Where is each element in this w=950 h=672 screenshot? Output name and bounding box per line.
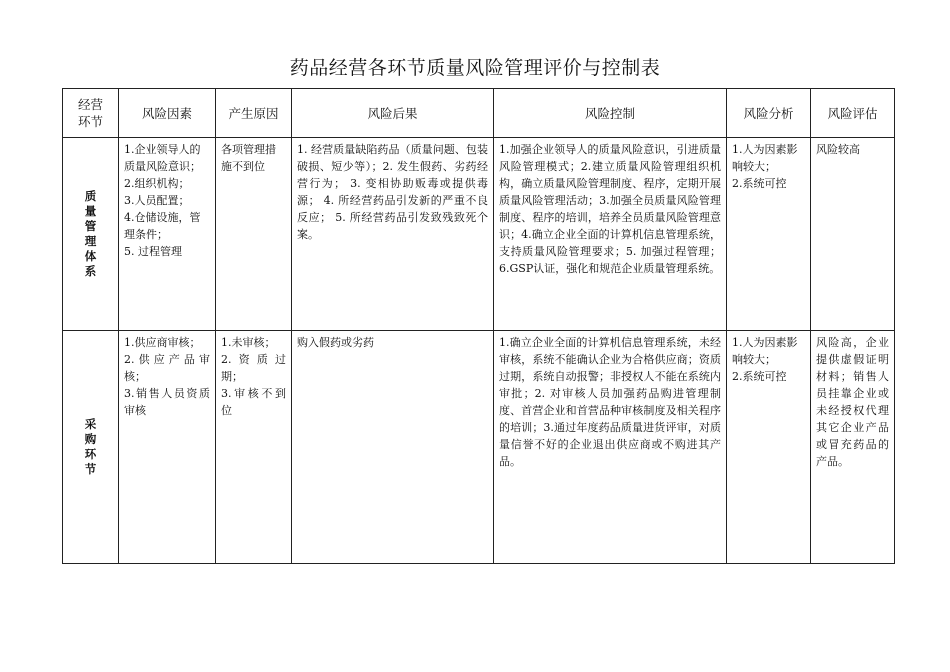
- consequences-cell: 购入假药或劣药: [292, 331, 494, 564]
- header-analysis: 风险分析: [727, 89, 811, 138]
- causes-cell: [216, 331, 292, 564]
- cause-item: 3.审核不到位: [221, 387, 286, 417]
- header-stage: [63, 89, 119, 138]
- factor-item: 3.人员配置；: [124, 194, 190, 207]
- factor-item: 3.销售人员资质审核: [124, 387, 210, 417]
- stage-cell: [63, 138, 119, 331]
- causes-cell: 各项管理措施不到位: [216, 138, 292, 331]
- factor-item: 1.供应商审核；: [124, 336, 201, 349]
- risk-table: [62, 88, 895, 564]
- cause-item: 2.资质过期；: [221, 353, 286, 383]
- factor-item: 5. 过程管理: [124, 245, 182, 258]
- analysis-cell: [727, 138, 811, 331]
- factors-cell: [119, 331, 216, 564]
- header-causes: 产生原因: [216, 89, 292, 138]
- stage-label: 质量管理体系: [84, 189, 97, 278]
- analysis-item: 2.系统可控: [732, 177, 787, 190]
- assessment-cell: 风险较高: [811, 138, 895, 331]
- analysis-item: 1.人为因素影响较大；: [732, 143, 798, 173]
- header-stage-label: 经营 环节: [77, 97, 103, 129]
- header-assessment: 风险评估: [811, 89, 895, 138]
- analysis-item: 1.人为因素影响较大；: [732, 336, 798, 366]
- header-consequences: 风险后果: [292, 89, 494, 138]
- header-row: [63, 89, 895, 138]
- factor-item: 2.组织机构；: [124, 177, 190, 190]
- cause-item: 1.未审核；: [221, 336, 276, 349]
- header-control: 风险控制: [494, 89, 727, 138]
- analysis-cell: [727, 331, 811, 564]
- control-cell: 1.加强企业领导人的质量风险意识，引进质量风险管理模式；2.建立质量风险管理组织机构，确立质量风险管理制度、程序，定期开展质量风险管理活动；3.加强全员质量风险管理制度、程序的培训，培养全员质量风险管理意识；4.确立企业全面的计算机信息管理系统，支持质量风险管理要求；5. 加强过程管理；6.GSP认证，强化和规范企业质量管理系统。: [494, 138, 727, 331]
- factor-item: 1.企业领导人的质量风险意识；: [124, 143, 201, 173]
- stage-label: 采购环节: [84, 417, 97, 476]
- analysis-item: 2.系统可控: [732, 370, 787, 383]
- table-row: [63, 331, 895, 564]
- factor-item: 2.供应产品审核；: [124, 353, 210, 383]
- factor-item: 4.仓储设施，管理条件；: [124, 211, 201, 241]
- page-title: 药品经营各环节质量风险管理评价与控制表: [289, 57, 661, 79]
- consequences-cell: 1. 经营质量缺陷药品（质量问题、包装破损、短少等）；2. 发生假药、劣药经营行为； 3. 变相协助贩毒或提供毒源； 4. 所经营药品引发新的严重不良反应； 5. 所经营药品引发致残致死个案。: [292, 138, 494, 331]
- table-row: [63, 138, 895, 331]
- factors-cell: [119, 138, 216, 331]
- header-factors: 风险因素: [119, 89, 216, 138]
- stage-cell: [63, 331, 119, 564]
- control-cell: 1.确立企业全面的计算机信息管理系统，未经审核，系统不能确认企业为合格供应商；资质过期，系统自动报警；非授权人不能在系统内审批；2. 对审核人员加强药品购进管理制度、首营企业和首营品种审核制度及相关程序的培训；3.通过年度药品质量进货评审，对质量信誉不好的企业退出供应商或不购进其产品。: [494, 331, 727, 564]
- assessment-cell: 风险高，企业提供虚假证明材料；销售人员挂靠企业或未经授权代理其它企业产品或冒充药品的产品。: [811, 331, 895, 564]
